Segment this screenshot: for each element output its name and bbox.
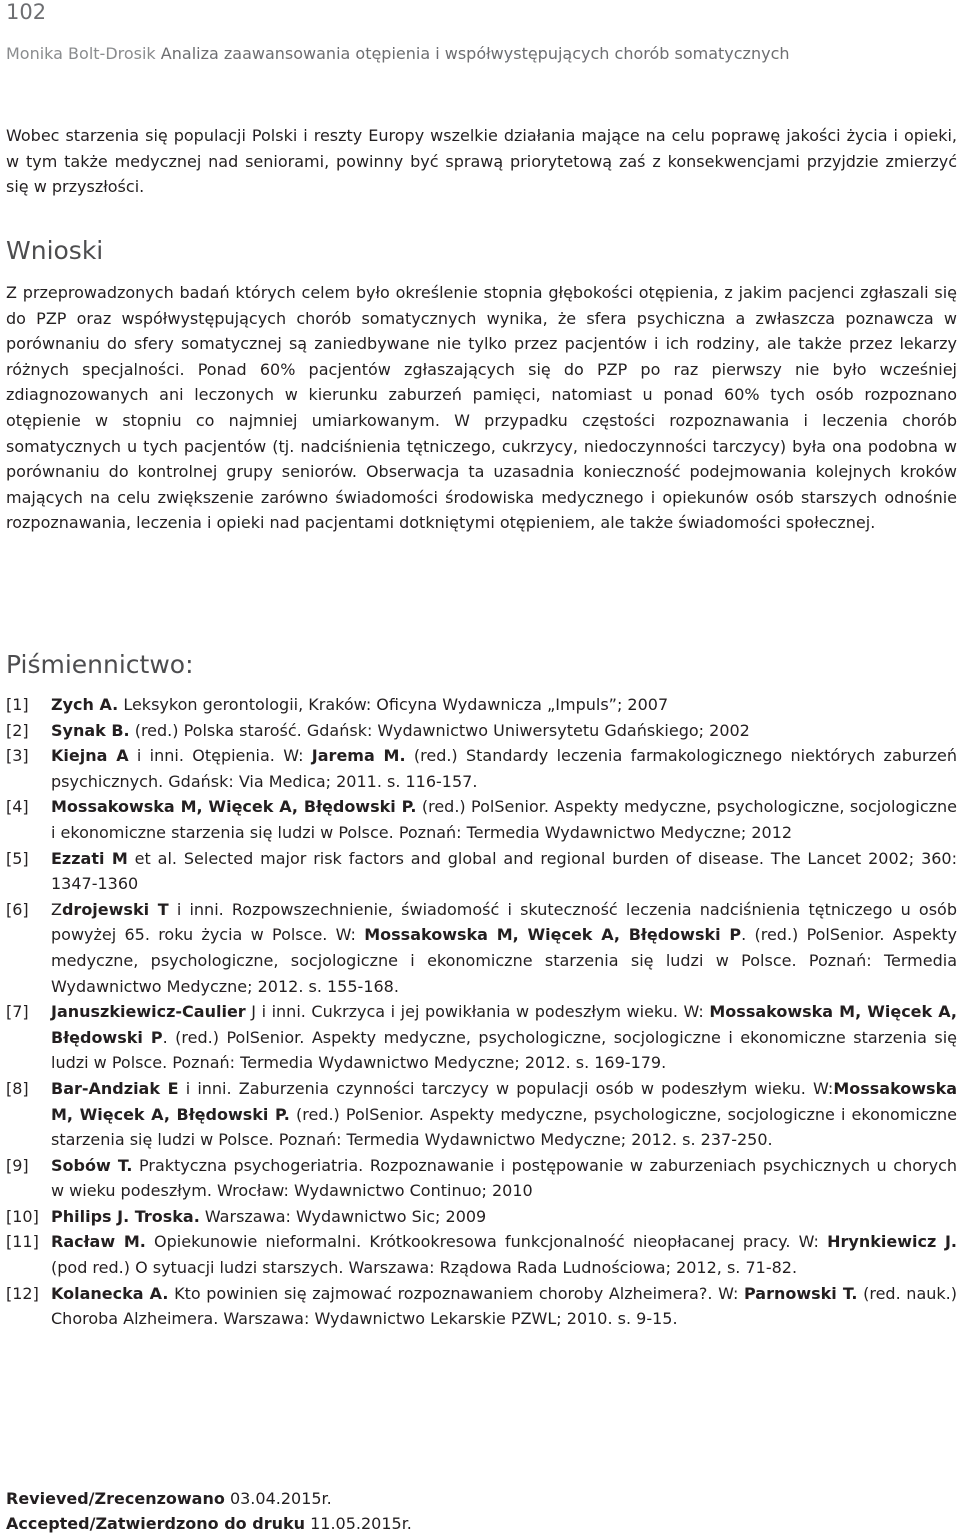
reviewed-date: 03.04.2015r.: [224, 1489, 332, 1508]
reference-authors: Philips J. Troska.: [51, 1206, 200, 1226]
reviewed-line: [6, 1489, 332, 1508]
reference-text: Leksykon gerontologii, Kraków: Oficyna Wydawnicza „Impuls”; 2007: [118, 695, 669, 714]
reference-authors: Zych A.: [51, 695, 119, 714]
reference-text-cont: (pod red.) O sytuacji ludzi starszych. Warszawa: Rządowa Rada Ludnościowa; 2012, s. 71-82.: [51, 1258, 798, 1278]
reference-authors: Mossakowska M, Więcek A, Błędowski P.: [51, 797, 417, 817]
reference-editors: Mossakowska M, Więcek A, Błędowski P: [364, 925, 742, 945]
reference-item: [6, 846, 957, 897]
reference-text: (red.) Polska starość. Gdańsk: Wydawnictwo Uniwersytetu Gdańskiego; 2002: [129, 720, 750, 740]
reference-authors: Synak B.: [51, 720, 130, 740]
reference-text: Kto powinien się zajmować rozpoznawaniem choroby Alzheimera?. W:: [168, 1283, 744, 1303]
reference-number: [5]: [6, 848, 29, 868]
reference-number: [2]: [6, 720, 29, 740]
reference-item: [6, 1204, 957, 1230]
reference-text: i inni. Zaburzenia czynności tarczycy w populacji osób w podeszłym wieku. W:: [178, 1078, 834, 1098]
reference-number: [12]: [6, 1283, 39, 1303]
reference-number: [7]: [6, 1002, 29, 1022]
reference-number: [8]: [6, 1078, 29, 1098]
reference-number: [9]: [6, 1155, 29, 1175]
reference-authors: drojewski T: [61, 899, 169, 919]
reference-authors: Kiejna A: [51, 746, 129, 766]
reference-editors: Mossakowska M, Więcek A, Błędowski P.: [51, 1078, 958, 1124]
reference-number: [4]: [6, 797, 29, 817]
reference-authors: Bar-Andziak E: [51, 1078, 179, 1098]
reference-item: [6, 1229, 957, 1280]
header-title: Analiza zaawansowania otępienia i współwystępujących chorób somatycznych: [160, 44, 790, 63]
reference-item: [6, 718, 957, 744]
reference-number: [6]: [6, 899, 29, 919]
reference-editors: Hrynkiewicz J.: [827, 1232, 957, 1252]
page-number: 102: [6, 0, 47, 24]
conclusions-heading: Wnioski: [6, 236, 104, 265]
reference-item: [6, 1281, 957, 1332]
reference-editors: Jarema M.: [311, 746, 406, 766]
running-header: [6, 44, 790, 63]
reference-editors: Parnowski T.: [743, 1283, 858, 1303]
accepted-date: 11.05.2015r.: [305, 1514, 412, 1533]
reference-text: et al. Selected major risk factors and global and regional burden of disease. The Lancet 2002; 360: 1347-1360: [51, 848, 957, 894]
reference-text: (red.) PolSenior. Aspekty medyczne, psychologiczne, socjologiczne i ekonomiczne starzenia się ludzi w Polsce. Poznań: Termedia Wydawnictwo Medyczne; 2012: [51, 797, 958, 842]
reference-text: Warszawa: Wydawnictwo Sic; 2009: [199, 1206, 487, 1226]
reference-editors: Mossakowska M, Więcek A, Błędowski P: [51, 1002, 957, 1047]
reference-item: [6, 897, 957, 999]
reference-text: Opiekunowie nieformalni. Krótkookresowa funkcjonalność nieopłacanej pracy. W:: [145, 1232, 828, 1252]
reviewed-label: Revieved/Zrecenzowano: [6, 1489, 225, 1508]
references-heading: Piśmiennictwo:: [6, 650, 194, 679]
reference-item: [6, 999, 957, 1076]
reference-text: i inni. Rozpowszechnienie, świadomość i skuteczność leczenia nadciśnienia tętniczego u osób powyżej 65. roku życia w Polsce. W:: [51, 899, 957, 945]
reference-text-cont: . (red.) PolSenior. Aspekty medyczne, psychologiczne, socjologiczne i ekonomiczne starzenia się ludzi w Polsce. Poznań: Termedia Wydawnictwo Medyczne; 2012. s. 169-179.: [51, 1027, 958, 1073]
reference-item: [6, 743, 957, 794]
reference-text: J i inni. Cukrzyca i jej powikłania w podeszłym wieku. W:: [245, 1002, 710, 1022]
reference-text-cont: . (red.) PolSenior. Aspekty medyczne, psychologiczne, socjologiczne i ekonomiczne starzenia się ludzi w Polsce. Poznań: Termedia Wydawnictwo Medyczne; 2012. s. 155-168.: [51, 925, 958, 996]
reference-authors: Sobów T.: [51, 1155, 133, 1175]
reference-number: [3]: [6, 746, 29, 766]
reference-lead: Z: [51, 899, 62, 919]
intro-paragraph: Wobec starzenia się populacji Polski i reszty Europy wszelkie działania mające na celu poprawę jakości życia i opieki, w tym także medycznej nad seniorami, powinny być sprawą priorytetową zaś z konsekwencjami przyjdzie zmierzyć się w przyszłości.: [6, 126, 957, 197]
reference-authors: Januszkiewicz-Caulier: [51, 1002, 246, 1022]
header-author: Monika Bolt-Drosik: [6, 44, 156, 63]
reference-text-cont: (red.) Standardy leczenia farmakologicznego niektórych zaburzeń psychicznych. Gdańsk: Via Medica; 2011. s. 116-157.: [51, 746, 958, 791]
conclusions-paragraph: Z przeprowadzonych badań których celem było określenie stopnia głębokości otępienia, z jakim pacjenci zgłaszali się do PZP oraz współwystępujących chorób somatycznych wynika, że sfera psychiczna a zwłaszcza poznawcza w porównaniu do sfery somatycznej są zaniedbywane nie tylko przez pacjentów i ich rodziny, ale także przez lekarzy różnych specjalności. Ponad 60% pacjentów zgłaszających się do PZP po raz pierwszy nie było wcześniej zdiagnozowanych ani leczonych w kierunku zaburzeń pamięci, natomiast u ponad 60% tych osób rozpoznano otępienie w stopniu co najmniej umiarkowanym. W przypadku częstości rozpoznawania i leczenia chorób somatycznych u tych pacjentów (tj. nadciśnienia tętniczego, cukrzycy, niedoczynności tarczycy) była ona podobna w porównaniu do kontrolnej grupy seniorów. Obserwacja ta uzasadnia konieczność podejmowania kolejnych kroków mających na celu zwiększenie zarówno świadomości środowiska medycznego i opiekunów osób starszych odnośnie rozpoznawania, leczenia i opieki nad pacjentami dotkniętymi otępieniem, ale także świadomości społecznej.: [6, 283, 957, 533]
reference-number: [11]: [6, 1232, 39, 1252]
reference-authors: Kolanecka A.: [51, 1283, 169, 1303]
reference-list: [6, 692, 957, 1332]
reference-number: [10]: [6, 1206, 39, 1226]
reference-number: [1]: [6, 695, 29, 714]
accepted-line: [6, 1514, 412, 1533]
reference-text-cont: (red. nauk.) Choroba Alzheimera. Warszawa: Wydawnictwo Lekarskie PZWL; 2010. s. 9-15.: [51, 1283, 957, 1329]
reference-text: i inni. Otępienia. W:: [128, 746, 312, 766]
reference-item: [6, 692, 957, 718]
reference-item: [6, 1153, 957, 1204]
reference-authors: Ezzati M: [51, 848, 128, 868]
reference-text-cont: (red.) PolSenior. Aspekty medyczne, psychologiczne, socjologiczne i ekonomiczne starzenia się ludzi w Polsce. Poznań: Termedia Wydawnictwo Medyczne; 2012. s. 237-250.: [51, 1104, 957, 1150]
reference-authors: Racław M.: [51, 1232, 146, 1252]
accepted-label: Accepted/Zatwierdzono do druku: [6, 1514, 305, 1533]
reference-item: [6, 1076, 957, 1153]
reference-item: [6, 794, 957, 845]
reference-text: Praktyczna psychogeriatria. Rozpoznawanie i postępowanie w zaburzeniach psychicznych u chorych w wieku podeszłym. Wrocław: Wydawnictwo Continuo; 2010: [51, 1155, 958, 1201]
